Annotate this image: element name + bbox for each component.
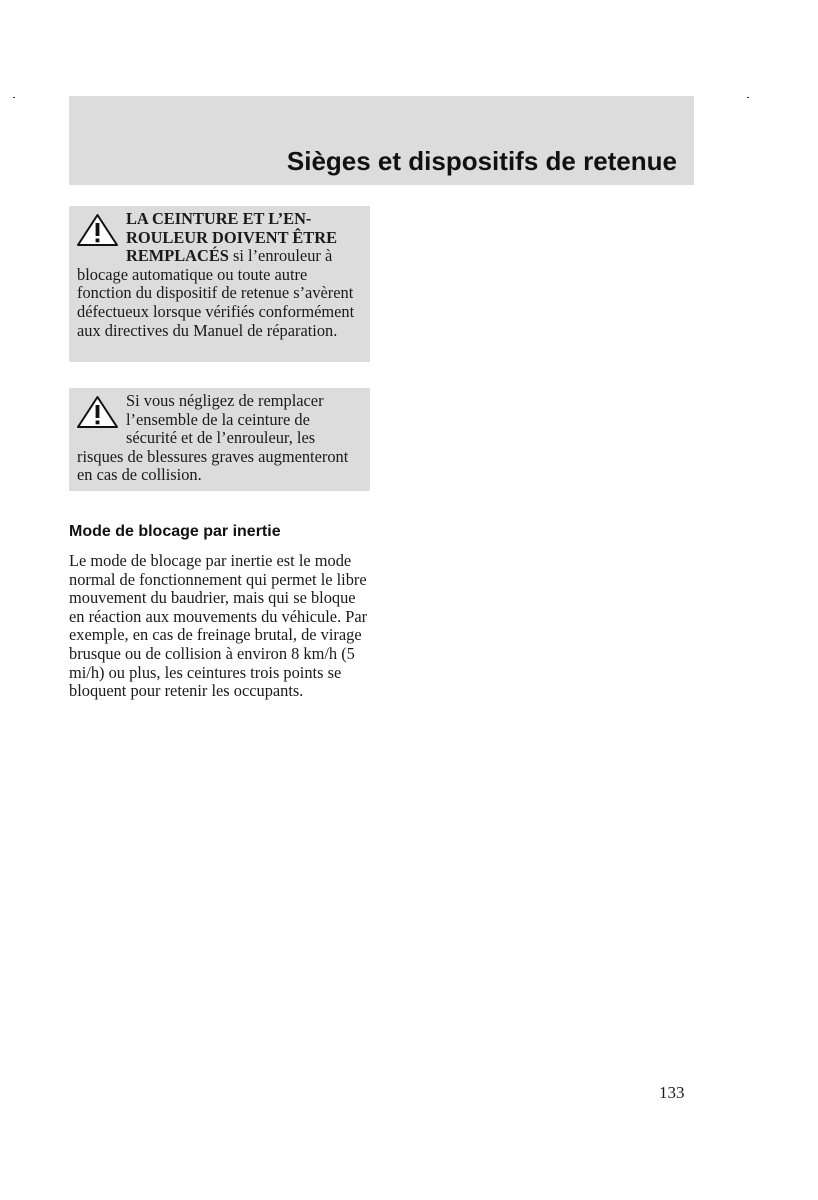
crop-mark-right xyxy=(747,97,749,98)
warning-box-replace-belt xyxy=(69,206,370,362)
crop-mark-left xyxy=(13,97,15,98)
page-number: 133 xyxy=(659,1083,685,1102)
warning-body: si l’enrouleur à blocage automatique ou toute autre fonction du dispositif de retenue s’avèrent défectueux lorsque vérifiés conformément aux directives du Manuel de réparation. xyxy=(77,246,355,340)
warning-triangle-icon xyxy=(75,212,120,248)
page-title: Sièges et dispositifs de retenue xyxy=(286,146,677,176)
section-body: Le mode de blocage par inertie est le mode normal de fonctionnement qui permet le libre mouvement du baudrier, mais qui se bloque en réaction aux mouvements du véhicule. Par exemple, en cas de freinage brutal, de virage brusque ou de collision à environ 8 km/h (5 mi/h) ou plus, les ceintures trois points se bloquent pour retenir les occupants. xyxy=(69,551,368,701)
section-heading: Mode de blocage par inertie xyxy=(69,523,281,540)
warning-text: Si vous négligez de remplacer l’ensemble de la ceinture de sécurité et de l’enrouleur, les risques de blessures graves augmenteront en cas de collision. xyxy=(77,391,349,485)
warning-triangle-icon xyxy=(75,394,120,430)
warning-emphasis: LA CEINTURE ET L’EN-ROULEUR DOIVENT ÊTRE REMPLACÉS xyxy=(126,209,337,266)
header-band xyxy=(69,96,694,185)
warning-box-injury-risk xyxy=(69,388,370,491)
